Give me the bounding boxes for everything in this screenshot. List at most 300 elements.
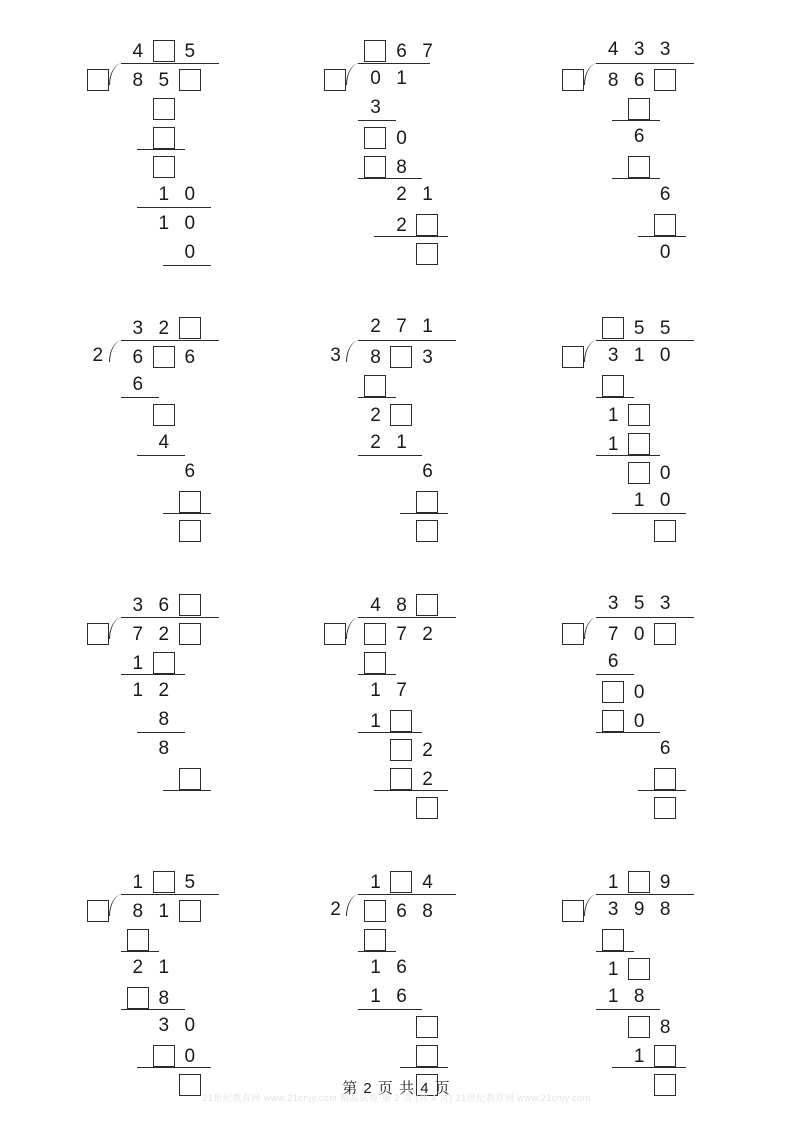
step-digit: 0 xyxy=(633,681,645,703)
work-step-row xyxy=(362,433,414,452)
quotient-digit: 3 xyxy=(132,594,144,616)
answer-box[interactable] xyxy=(324,623,346,645)
step-digit: 0 xyxy=(659,462,671,484)
quotient-row xyxy=(600,317,678,339)
answer-box[interactable] xyxy=(416,243,438,265)
problem-cell xyxy=(278,30,516,307)
work-step-row xyxy=(414,1045,440,1067)
subtraction-rule-line xyxy=(163,513,211,514)
subtraction-rule-line xyxy=(358,178,422,179)
answer-box[interactable] xyxy=(390,768,412,790)
step-digit: 1 xyxy=(607,433,619,455)
step-blank-box[interactable] xyxy=(151,127,177,149)
quotient-digit: 2 xyxy=(158,317,170,339)
quotient-digit: 5 xyxy=(633,593,645,614)
dividend-blank-box[interactable] xyxy=(652,69,678,91)
divisor-blank-box[interactable] xyxy=(560,623,586,645)
divisor-blank-box[interactable] xyxy=(85,69,111,91)
answer-box[interactable] xyxy=(602,929,624,951)
step-digit: 8 xyxy=(659,1016,671,1038)
answer-box[interactable] xyxy=(324,69,346,91)
division-bracket-icon xyxy=(584,894,598,916)
work-step-row xyxy=(414,243,440,265)
work-step-row xyxy=(151,127,177,149)
quotient-digit: 1 xyxy=(607,871,619,893)
quotient-blank-box[interactable] xyxy=(151,40,177,62)
step-digit: 6 xyxy=(633,126,645,147)
answer-box[interactable] xyxy=(602,681,624,703)
answer-box[interactable] xyxy=(127,929,149,951)
answer-box[interactable] xyxy=(390,404,412,426)
quotient-digit: 5 xyxy=(184,871,196,893)
work-step-row xyxy=(151,739,177,758)
step-blank-box[interactable] xyxy=(151,652,177,674)
quotient-blank-box[interactable] xyxy=(151,871,177,893)
step-blank-box[interactable] xyxy=(362,929,388,951)
work-step-row xyxy=(600,652,626,671)
step-blank-box[interactable] xyxy=(151,1045,177,1067)
step-blank-box[interactable] xyxy=(600,929,626,951)
quotient-blank-box[interactable] xyxy=(362,40,388,62)
step-blank-box[interactable] xyxy=(125,929,151,951)
answer-box[interactable] xyxy=(153,127,175,149)
step-blank-box[interactable] xyxy=(626,98,652,120)
answer-box[interactable] xyxy=(179,491,201,513)
step-blank-box[interactable] xyxy=(652,520,678,542)
quotient-digit: 1 xyxy=(422,316,433,337)
step-digit: 3 xyxy=(370,97,381,118)
step-blank-box[interactable] xyxy=(414,491,440,513)
work-step-row xyxy=(652,214,678,236)
problem-cell xyxy=(278,307,516,584)
work-step-row xyxy=(652,739,678,758)
step-blank-box[interactable] xyxy=(626,462,652,484)
work-step-row xyxy=(362,98,388,117)
problem-cell xyxy=(40,307,278,584)
step-digit: 0 xyxy=(659,490,671,511)
step-blank-box[interactable] xyxy=(362,156,388,178)
answer-box[interactable] xyxy=(364,623,386,645)
dividend-digit: 0 xyxy=(370,68,381,89)
subtraction-rule-line xyxy=(137,149,185,150)
dividend-blank-box[interactable] xyxy=(151,346,177,368)
answer-box[interactable] xyxy=(179,594,201,616)
step-blank-box[interactable] xyxy=(125,987,151,1009)
answer-box[interactable] xyxy=(179,520,201,542)
quotient-row xyxy=(362,40,440,62)
quotient-row xyxy=(125,871,203,893)
step-blank-box[interactable] xyxy=(600,710,626,732)
quotient-row xyxy=(125,40,203,62)
answer-box[interactable] xyxy=(654,214,676,236)
quotient-blank-box[interactable] xyxy=(177,594,203,616)
step-blank-box[interactable] xyxy=(626,958,652,980)
dividend-digit: 8 xyxy=(607,69,619,91)
divisor-row xyxy=(85,69,111,91)
subtraction-rule-line xyxy=(612,178,660,179)
step-blank-box[interactable] xyxy=(414,520,440,542)
dividend-row xyxy=(362,623,440,645)
step-blank-box[interactable] xyxy=(600,681,626,703)
step-blank-box[interactable] xyxy=(626,156,652,178)
quotient-digit: 9 xyxy=(659,871,671,893)
subtraction-rule-line xyxy=(596,951,634,952)
answer-box[interactable] xyxy=(153,404,175,426)
answer-box[interactable] xyxy=(364,900,386,922)
step-blank-box[interactable] xyxy=(414,214,440,236)
divisor-row xyxy=(560,900,586,922)
step-digit: 1 xyxy=(370,957,381,978)
step-blank-box[interactable] xyxy=(177,520,203,542)
work-step-row xyxy=(125,681,177,700)
dividend-digit: 8 xyxy=(132,900,144,922)
work-step-row xyxy=(600,681,652,703)
step-digit: 1 xyxy=(422,184,433,205)
division-bracket-icon xyxy=(346,894,360,916)
answer-box[interactable] xyxy=(628,958,650,980)
work-step-row xyxy=(652,768,678,790)
quotient-digit: 6 xyxy=(396,40,407,62)
answer-box[interactable] xyxy=(153,156,175,178)
dividend-row xyxy=(125,900,203,922)
answer-box[interactable] xyxy=(87,623,109,645)
answer-box[interactable] xyxy=(87,900,109,922)
step-digit: 7 xyxy=(396,680,407,701)
divisor-digit: 2 xyxy=(330,899,341,920)
work-step-row xyxy=(151,214,203,233)
work-step-row xyxy=(362,652,388,674)
divisor-digit: 2 xyxy=(92,345,104,366)
step-digit: 1 xyxy=(396,432,407,453)
answer-box[interactable] xyxy=(416,797,438,819)
answer-box[interactable] xyxy=(153,1045,175,1067)
answer-box[interactable] xyxy=(416,594,438,616)
dividend-blank-box[interactable] xyxy=(652,623,678,645)
answer-box[interactable] xyxy=(654,69,676,91)
work-step-row xyxy=(151,1045,203,1067)
dividend-row xyxy=(362,69,414,88)
divisor-blank-box[interactable] xyxy=(85,900,111,922)
answer-box[interactable] xyxy=(654,797,676,819)
divisor-row xyxy=(322,346,348,365)
step-blank-box[interactable] xyxy=(652,797,678,819)
step-digit: 1 xyxy=(158,957,170,978)
divisor-blank-box[interactable] xyxy=(560,69,586,91)
divisor-blank-box[interactable] xyxy=(560,346,586,368)
answer-box[interactable] xyxy=(628,462,650,484)
work-step-row xyxy=(362,156,414,178)
step-blank-box[interactable] xyxy=(652,768,678,790)
step-digit: 0 xyxy=(184,1045,196,1067)
dividend-digit: 7 xyxy=(607,623,619,645)
answer-box[interactable] xyxy=(179,768,201,790)
page-footer: 第 2 页 共 4 页 xyxy=(342,1080,451,1097)
answer-box[interactable] xyxy=(153,871,175,893)
dividend-blank-box[interactable] xyxy=(362,623,388,645)
step-blank-box[interactable] xyxy=(151,404,177,426)
quotient-row xyxy=(600,40,678,59)
work-step-row xyxy=(177,243,203,262)
answer-box[interactable] xyxy=(562,346,584,368)
quotient-digit: 5 xyxy=(633,317,645,339)
step-blank-box[interactable] xyxy=(362,652,388,674)
dividend-digit: 2 xyxy=(422,623,433,645)
work-step-row xyxy=(600,433,652,455)
step-blank-box[interactable] xyxy=(626,1016,652,1038)
work-step-row xyxy=(177,520,203,542)
subtraction-rule-line xyxy=(596,674,634,675)
work-step-row xyxy=(362,958,414,977)
work-step-row xyxy=(125,929,151,951)
step-digit: 0 xyxy=(396,127,407,149)
dividend-digit: 6 xyxy=(633,69,645,91)
answer-box[interactable] xyxy=(179,69,201,91)
step-digit: 4 xyxy=(158,432,170,453)
divisor-blank-box[interactable] xyxy=(322,69,348,91)
work-step-row xyxy=(151,404,177,426)
step-blank-box[interactable] xyxy=(151,156,177,178)
step-blank-box[interactable] xyxy=(414,1016,440,1038)
subtraction-rule-line xyxy=(400,1067,448,1068)
answer-box[interactable] xyxy=(628,433,650,455)
step-blank-box[interactable] xyxy=(388,739,414,761)
work-step-row xyxy=(600,958,652,980)
work-step-row xyxy=(652,520,678,542)
divisor-row xyxy=(560,623,586,645)
subtraction-rule-line xyxy=(612,120,660,121)
dividend-blank-box[interactable] xyxy=(388,346,414,368)
division-bar xyxy=(358,340,456,341)
answer-box[interactable] xyxy=(390,710,412,732)
work-step-row xyxy=(388,739,440,761)
answer-box[interactable] xyxy=(416,214,438,236)
work-step-row xyxy=(177,491,203,513)
answer-box[interactable] xyxy=(87,69,109,91)
answer-box[interactable] xyxy=(562,900,584,922)
step-digit: 0 xyxy=(659,242,671,263)
subtraction-rule-line xyxy=(137,1067,211,1068)
work-step-row xyxy=(626,462,678,484)
answer-box[interactable] xyxy=(654,1045,676,1067)
division-bar xyxy=(121,340,219,341)
dividend-digit: 6 xyxy=(132,346,144,368)
answer-box[interactable] xyxy=(416,1016,438,1038)
division-bar xyxy=(121,894,219,895)
work-step-row xyxy=(362,987,414,1006)
quotient-digit: 4 xyxy=(422,871,433,893)
answer-box[interactable] xyxy=(364,127,386,149)
division-bracket-icon xyxy=(109,617,123,639)
dividend-digit: 0 xyxy=(659,345,671,366)
quotient-digit: 4 xyxy=(370,594,381,616)
step-blank-box[interactable] xyxy=(177,491,203,513)
work-step-row xyxy=(626,491,678,510)
answer-box[interactable] xyxy=(602,375,624,397)
answer-box[interactable] xyxy=(628,404,650,426)
work-step-row xyxy=(151,1016,203,1035)
division-bar xyxy=(358,617,456,618)
answer-box[interactable] xyxy=(628,98,650,120)
answer-box[interactable] xyxy=(416,520,438,542)
step-digit: 1 xyxy=(607,986,619,1007)
work-step-row xyxy=(652,797,678,819)
step-blank-box[interactable] xyxy=(388,768,414,790)
step-digit: 6 xyxy=(132,374,144,395)
step-digit: 1 xyxy=(132,652,144,674)
divisor-blank-box[interactable] xyxy=(560,900,586,922)
quotient-digit: 1 xyxy=(370,871,381,893)
dividend-blank-box[interactable] xyxy=(177,69,203,91)
step-digit: 6 xyxy=(396,986,407,1007)
subtraction-rule-line xyxy=(358,397,396,398)
step-blank-box[interactable] xyxy=(414,243,440,265)
answer-box[interactable] xyxy=(153,346,175,368)
quotient-digit: 4 xyxy=(607,39,619,60)
step-digit: 6 xyxy=(659,184,671,205)
step-blank-box[interactable] xyxy=(626,404,652,426)
quotient-digit: 3 xyxy=(633,39,645,60)
step-digit: 2 xyxy=(370,404,381,426)
dividend-digit: 8 xyxy=(422,900,433,922)
answer-box[interactable] xyxy=(562,623,584,645)
answer-box[interactable] xyxy=(628,871,650,893)
answer-box[interactable] xyxy=(179,900,201,922)
answer-box[interactable] xyxy=(364,929,386,951)
answer-box[interactable] xyxy=(364,40,386,62)
work-step-row xyxy=(626,127,652,146)
divisor-row xyxy=(560,346,586,368)
answer-box[interactable] xyxy=(416,1045,438,1067)
step-blank-box[interactable] xyxy=(414,1045,440,1067)
answer-box[interactable] xyxy=(628,156,650,178)
work-step-row xyxy=(125,375,151,394)
divisor-blank-box[interactable] xyxy=(85,623,111,645)
dividend-digit: 3 xyxy=(607,345,619,366)
answer-box[interactable] xyxy=(562,69,584,91)
subtraction-rule-line xyxy=(121,1009,185,1010)
subtraction-rule-line xyxy=(374,790,448,791)
quotient-row xyxy=(362,317,440,336)
step-blank-box[interactable] xyxy=(626,433,652,455)
answer-box[interactable] xyxy=(153,98,175,120)
step-digit: 0 xyxy=(184,1015,196,1036)
step-blank-box[interactable] xyxy=(600,375,626,397)
quotient-blank-box[interactable] xyxy=(600,317,626,339)
work-step-row xyxy=(652,243,678,262)
quotient-digit: 6 xyxy=(158,594,170,616)
division-bracket-icon xyxy=(346,340,360,362)
answer-box[interactable] xyxy=(364,375,386,397)
work-step-row xyxy=(151,185,203,204)
quotient-digit: 1 xyxy=(132,871,144,893)
work-step-row xyxy=(362,375,388,397)
subtraction-rule-line xyxy=(137,207,211,208)
work-step-row xyxy=(177,462,203,481)
work-step-row xyxy=(362,929,388,951)
dividend-blank-box[interactable] xyxy=(362,900,388,922)
division-bar xyxy=(596,617,694,618)
step-digit: 1 xyxy=(370,710,381,732)
step-digit: 0 xyxy=(184,184,196,205)
quotient-blank-box[interactable] xyxy=(388,871,414,893)
quotient-digit: 4 xyxy=(132,40,144,62)
work-step-row xyxy=(652,185,678,204)
division-bar xyxy=(121,617,219,618)
problem-cell xyxy=(515,307,753,584)
division-bar xyxy=(596,894,694,895)
step-digit: 1 xyxy=(607,404,619,426)
subtraction-rule-line xyxy=(163,790,211,791)
step-blank-box[interactable] xyxy=(362,127,388,149)
step-blank-box[interactable] xyxy=(414,797,440,819)
answer-box[interactable] xyxy=(390,346,412,368)
answer-box[interactable] xyxy=(153,40,175,62)
subtraction-rule-line xyxy=(137,732,185,733)
division-bar xyxy=(121,63,219,64)
divisor-row xyxy=(85,623,111,645)
dividend-digit: 1 xyxy=(396,68,407,89)
answer-box[interactable] xyxy=(654,623,676,645)
work-step-row xyxy=(125,987,177,1009)
dividend-blank-box[interactable] xyxy=(177,900,203,922)
quotient-blank-box[interactable] xyxy=(626,871,652,893)
dividend-digit: 8 xyxy=(370,346,381,368)
step-blank-box[interactable] xyxy=(151,98,177,120)
answer-box[interactable] xyxy=(654,520,676,542)
work-step-row xyxy=(626,98,652,120)
quotient-digit: 3 xyxy=(607,593,619,614)
answer-box[interactable] xyxy=(179,317,201,339)
step-blank-box[interactable] xyxy=(652,214,678,236)
dividend-blank-box[interactable] xyxy=(177,623,203,645)
answer-box[interactable] xyxy=(602,710,624,732)
work-step-row xyxy=(414,520,440,542)
dividend-row xyxy=(600,346,678,365)
step-blank-box[interactable] xyxy=(388,404,414,426)
subtraction-rule-line xyxy=(596,1009,660,1010)
answer-box[interactable] xyxy=(390,871,412,893)
division-bar xyxy=(358,63,430,64)
work-step-row xyxy=(362,681,414,700)
step-blank-box[interactable] xyxy=(388,710,414,732)
answer-box[interactable] xyxy=(390,739,412,761)
division-bracket-icon xyxy=(109,340,123,362)
answer-box[interactable] xyxy=(179,623,201,645)
problem-cell xyxy=(515,584,753,861)
step-blank-box[interactable] xyxy=(177,768,203,790)
answer-box[interactable] xyxy=(602,317,624,339)
answer-box[interactable] xyxy=(153,652,175,674)
step-blank-box[interactable] xyxy=(652,1045,678,1067)
dividend-digit: 3 xyxy=(422,346,433,368)
step-blank-box[interactable] xyxy=(362,375,388,397)
work-step-row xyxy=(600,710,652,732)
answer-box[interactable] xyxy=(364,652,386,674)
dividend-digit: 1 xyxy=(633,345,645,366)
answer-box[interactable] xyxy=(127,987,149,1009)
quotient-blank-box[interactable] xyxy=(414,594,440,616)
answer-box[interactable] xyxy=(364,156,386,178)
divisor-blank-box[interactable] xyxy=(322,623,348,645)
answer-box[interactable] xyxy=(628,1016,650,1038)
step-digit: 0 xyxy=(184,213,196,234)
subtraction-rule-line xyxy=(121,397,159,398)
answer-box[interactable] xyxy=(654,768,676,790)
quotient-blank-box[interactable] xyxy=(177,317,203,339)
quotient-digit: 7 xyxy=(422,40,433,62)
answer-box[interactable] xyxy=(416,491,438,513)
work-step-row xyxy=(151,156,177,178)
